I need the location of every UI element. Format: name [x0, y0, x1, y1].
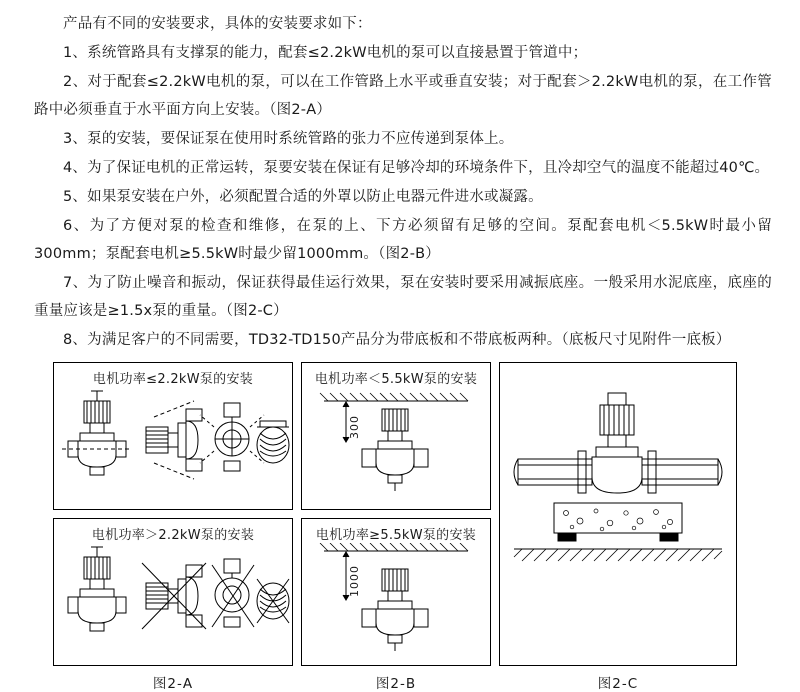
panel-b-bottom — [301, 518, 491, 666]
panel-b-top — [301, 362, 491, 510]
figure-label-a: 图2-A — [152, 676, 194, 692]
panel-a-bottom-caption: 电机功率＞2.2kW泵的安装 — [91, 528, 255, 543]
figure-labels — [53, 672, 753, 692]
paragraph-7: 7、为了防止噪音和振动，保证获得最佳运行效果，泵在安装时要采用减振底座。一般采用水泥底座，底座的重量应该是≥1.5x泵的重量。（图2-C） — [34, 275, 772, 319]
figure-label-b: 图2-B — [375, 676, 417, 692]
panel-b-top-caption: 电机功率＜5.5kW泵的安装 — [314, 372, 478, 387]
panel-b-bottom-caption: 电机功率≥5.5kW泵的安装 — [315, 528, 477, 543]
panel-b-top-dimension: 300 — [348, 415, 361, 439]
panel-c-diagram — [500, 363, 736, 665]
panel-a-bottom-diagram — [54, 543, 292, 661]
figure-column-c — [499, 362, 737, 666]
paragraph-6: 6、为了方便对泵的检查和维修，在泵的上、下方必须留有足够的空间。泵配套电机＜5.5kW时最小留300mm；泵配套电机≥5.5kW时最少留1000mm。（图2-B） — [34, 218, 772, 262]
panel-a-bottom — [53, 518, 293, 666]
paragraph-5: 5、如果泵安装在户外，必须配置合适的外罩以防止电器元件进水或凝露。 — [63, 189, 543, 205]
paragraph-2: 2、对于配套≤2.2kW电机的泵，可以在工作管路上水平或垂直安装；对于配套＞2.2kW电机的泵，在工作管路中必须垂直于水平面方向上安装。（图2-A） — [34, 74, 772, 118]
paragraph-3: 3、泵的安装，要保证泵在使用时系统管路的张力不应传递到泵体上。 — [63, 131, 514, 147]
paragraph-8: 8、为满足客户的不同需要，TD32-TD150产品分为带底板和不带底板两种。（底板尺寸见附件一底板） — [63, 332, 731, 348]
figure-column-b — [301, 362, 491, 666]
intro-paragraph: 产品有不同的安装要求，具体的安装要求如下： — [63, 16, 372, 32]
paragraph-1: 1、系统管路具有支撑泵的能力，配套≤2.2kW电机的泵可以直接悬置于管道中； — [63, 45, 588, 61]
figure-column-a — [53, 362, 293, 666]
panel-a-top-caption: 电机功率≤2.2kW泵的安装 — [92, 372, 254, 387]
figure-label-c: 图2-C — [597, 676, 639, 692]
paragraph-4: 4、为了保证电机的正常运转，泵要安装在保证有足够冷却的环境条件下，且冷却空气的温度不能超过40℃。 — [63, 160, 770, 176]
panel-b-bottom-diagram — [302, 543, 490, 661]
figure-group — [53, 362, 753, 692]
panel-c — [499, 362, 737, 666]
panel-b-bottom-dimension: 1000 — [348, 565, 361, 597]
panel-a-top-diagram — [54, 387, 292, 505]
panel-b-top-diagram — [302, 387, 490, 505]
panel-a-top — [53, 362, 293, 510]
